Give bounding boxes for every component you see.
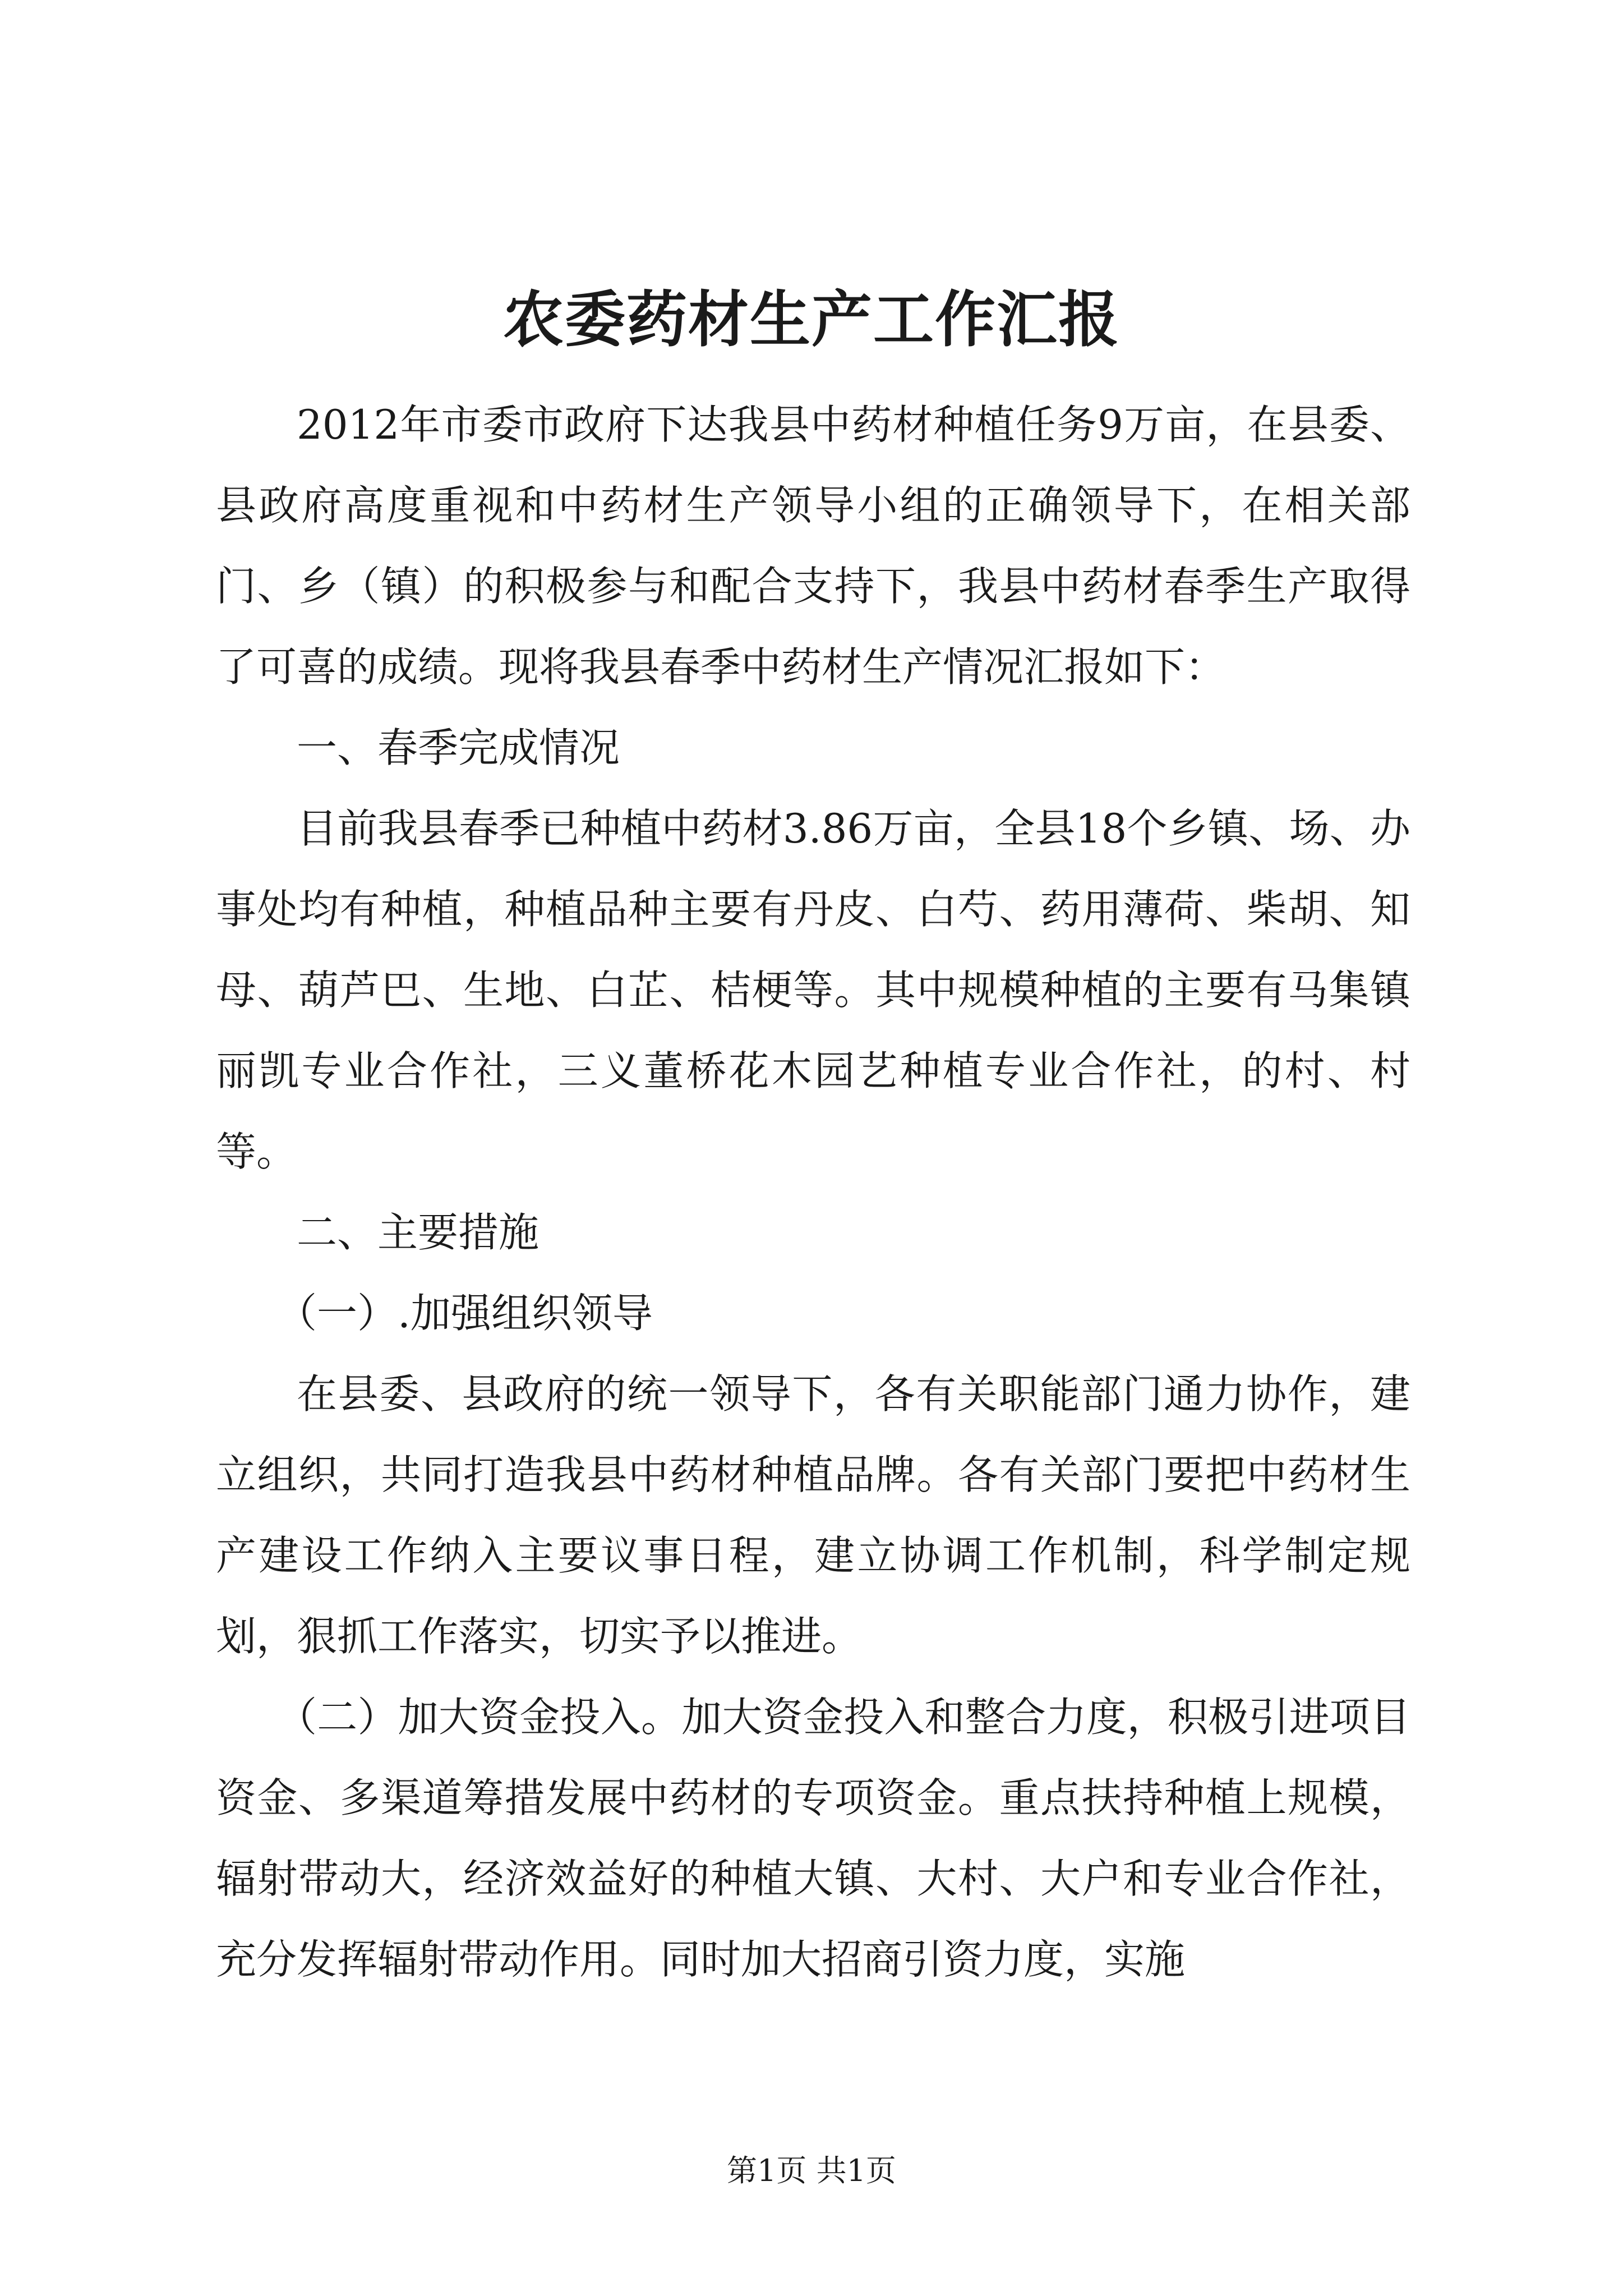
subsection-1-paragraph: 在县委、县政府的统一领导下，各有关职能部门通力协作，建立组织，共同打造我县中药材种植品牌。各有关部门要把中药材生产建设工作纳入主要议事日程，建立协调工作机制，科学制定规划，狠抓工作落实，切实予以推进。	[216, 1370, 1410, 1660]
section-1-paragraph: 目前我县春季已种植中药材3.86万亩，全县18个乡镇、场、办事处均有种植，种植品种主要有丹皮、白芍、药用薄荷、柴胡、知母、葫芦巴、生地、白芷、桔梗等。其中规模种植的主要有马集镇丽凯专业合作社，三义董桥花木园艺种植专业合作社，的村、村等。	[216, 805, 1410, 1175]
section-1-heading: 一、春季完成情况	[297, 724, 620, 771]
subsection-1-heading: （一）.加强组织领导	[276, 1290, 653, 1337]
intro-paragraph: 2012年市委市政府下达我县中药材种植任务9万亩，在县委、县政府高度重视和中药材生产领导小组的正确领导下，在相关部门、乡（镇）的积极参与和配合支持下，我县中药材春季生产取得了可喜的成绩。现将我县春季中药材生产情况汇报如下：	[216, 401, 1410, 691]
document-title: 农委药材生产工作汇报	[502, 284, 1120, 355]
page-footer: 第1页 共1页	[727, 2153, 896, 2188]
document-body	[216, 384, 1410, 2000]
section-2-heading: 二、主要措施	[297, 1209, 540, 1256]
subsection-2-paragraph: （二）加大资金投入。加大资金投入和整合力度，积极引进项目资金、多渠道筹措发展中药材的专项资金。重点扶持种植上规模，辐射带动大，经济效益好的种植大镇、大村、大户和专业合作社，充分发挥辐射带动作用。同时加大招商引资力度，实施	[216, 1694, 1410, 1983]
